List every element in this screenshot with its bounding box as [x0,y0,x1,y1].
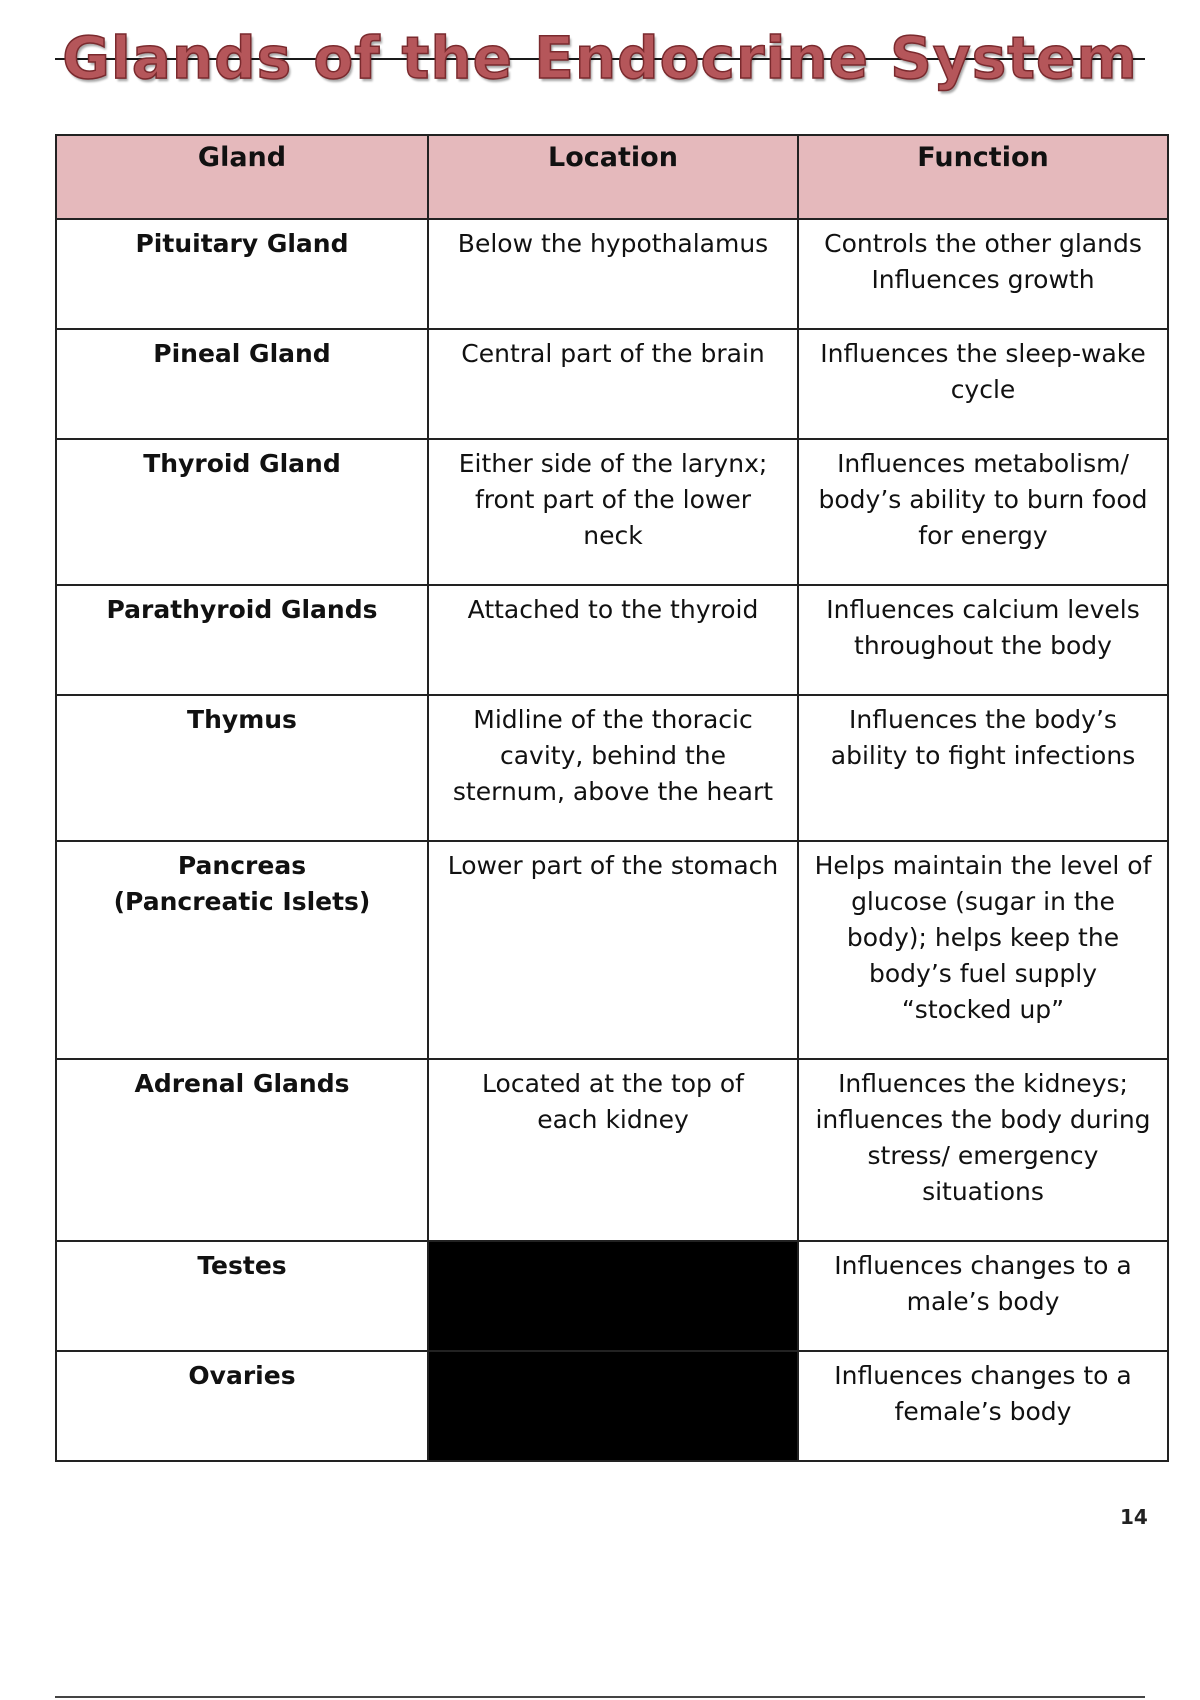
gland-cell-line: Thyroid Gland [143,449,341,478]
function-cell-line: female’s body [894,1397,1072,1426]
location-cell-line: Located at the top of [482,1069,744,1098]
function-cell [798,1241,1168,1351]
location-cell [428,1059,798,1241]
gland-cell [56,329,428,439]
function-cell-line: male’s body [906,1287,1060,1316]
gland-cell [56,219,428,329]
function-cell [798,1059,1168,1241]
gland-cell-line: Pituitary Gland [135,229,349,258]
redacted-location-cell [428,1241,798,1351]
location-cell [428,439,798,585]
location-cell-line: Either side of the larynx; [458,449,768,478]
location-cell [428,219,798,329]
column-header-gland: Gland [56,135,428,219]
location-cell-line: Below the hypothalamus [457,229,769,258]
function-cell [798,439,1168,585]
gland-cell-line: (Pancreatic Islets) [113,887,371,916]
table-row [56,841,1168,1059]
gland-cell-line: Pancreas [177,851,307,880]
location-cell-line: each kidney [537,1105,689,1134]
table-row [56,1241,1168,1351]
gland-cell [56,841,428,1059]
function-cell-line: Influences metabolism/ [837,449,1129,478]
location-cell-line: cavity, behind the [499,741,727,770]
gland-cell [56,585,428,695]
function-cell-line: body’s fuel supply [868,959,1097,988]
gland-cell [56,1351,428,1461]
table-row [56,1059,1168,1241]
gland-cell-line: Parathyroid Glands [106,595,378,624]
footer-rule [55,1696,1145,1698]
function-cell-line: stress/ emergency [867,1141,1099,1170]
function-cell-line: Influences the kidneys; [838,1069,1128,1098]
function-cell-line: for energy [918,521,1048,550]
column-header-function: Function [798,135,1168,219]
location-cell-line: Central part of the brain [461,339,765,368]
location-cell-line: front part of the lower [474,485,751,514]
gland-cell [56,695,428,841]
function-cell-line: “stocked up” [901,995,1065,1024]
function-cell-line: throughout the body [854,631,1112,660]
table-row [56,219,1168,329]
gland-cell [56,1059,428,1241]
gland-cell [56,439,428,585]
function-cell-line: cycle [950,375,1016,404]
gland-cell-line: Adrenal Glands [134,1069,350,1098]
function-cell-line: Influences changes to a [834,1251,1132,1280]
location-cell-line: neck [583,521,643,550]
function-cell [798,841,1168,1059]
function-cell-line: Influences calcium levels [826,595,1140,624]
gland-cell-line: Testes [197,1251,287,1280]
function-cell [798,219,1168,329]
function-cell-line: situations [922,1177,1044,1206]
function-cell [798,1351,1168,1461]
function-cell [798,695,1168,841]
function-cell-line: Influences the sleep-wake [820,339,1146,368]
column-header-location: Location [428,135,798,219]
location-cell [428,695,798,841]
page-number: 14 [1120,1505,1148,1529]
function-cell [798,329,1168,439]
location-cell [428,841,798,1059]
table-row [56,329,1168,439]
endocrine-glands-table [55,134,1169,1462]
function-cell-line: Influences the body’s [849,705,1117,734]
function-cell [798,585,1168,695]
gland-cell-line: Thymus [187,705,297,734]
function-cell-line: body); helps keep the [846,923,1120,952]
function-cell-line: Helps maintain the level of [814,851,1152,880]
table-row [56,695,1168,841]
location-cell [428,585,798,695]
gland-cell [56,1241,428,1351]
function-cell-line: Influences changes to a [834,1361,1132,1390]
location-cell-line: Lower part of the stomach [447,851,779,880]
gland-cell-line: Ovaries [188,1361,296,1390]
redacted-location-cell [428,1351,798,1461]
table-body [56,219,1168,1461]
table-row [56,1351,1168,1461]
function-cell-line: body’s ability to burn food [818,485,1148,514]
function-cell-line: ability to fight infections [830,741,1136,770]
location-cell [428,329,798,439]
function-cell-line: Influences growth [871,265,1095,294]
page-title: Glands of the Endocrine System [62,24,1138,92]
title-area [55,20,1145,100]
table-row [56,585,1168,695]
function-cell-line: Controls the other glands [824,229,1142,258]
location-cell-line: Midline of the thoracic [473,705,753,734]
table-row [56,439,1168,585]
function-cell-line: influences the body during [815,1105,1151,1134]
function-cell-line: glucose (sugar in the [851,887,1115,916]
table-header-row [56,135,1168,219]
gland-cell-line: Pineal Gland [153,339,331,368]
location-cell-line: sternum, above the heart [452,777,774,806]
location-cell-line: Attached to the thyroid [467,595,759,624]
